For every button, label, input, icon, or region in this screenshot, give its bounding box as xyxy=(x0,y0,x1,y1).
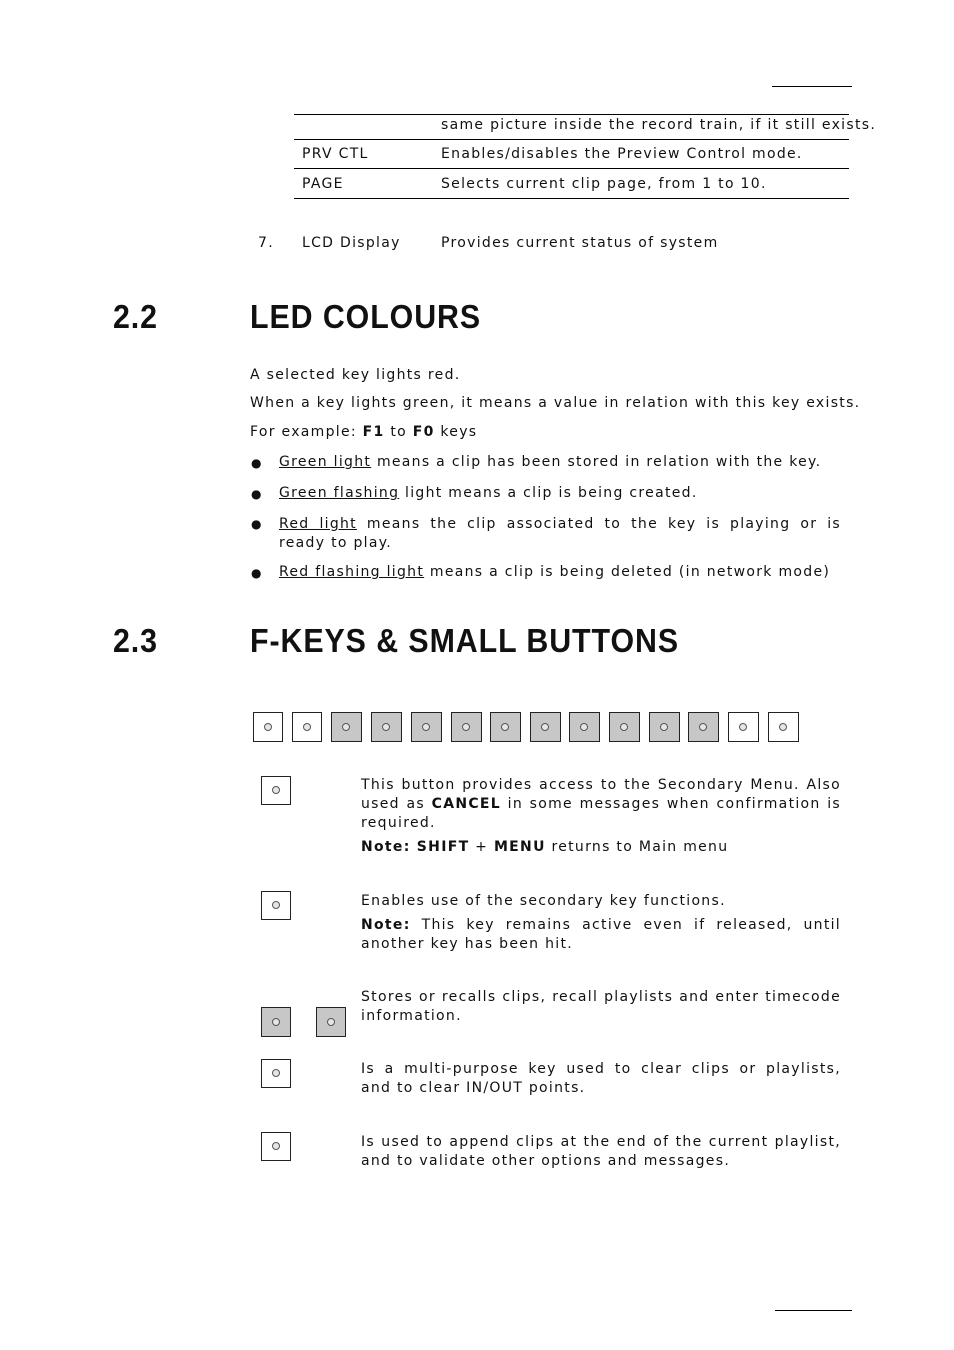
table-cell-desc: same picture inside the record train, if it still exists. xyxy=(441,117,877,133)
table-rule xyxy=(294,139,849,140)
enter-key-button[interactable] xyxy=(768,712,799,742)
section-title: LED COLOURS xyxy=(250,298,482,335)
paragraph: When a key lights green, it means a value in relation with this key exists. xyxy=(250,395,861,411)
description-text: Is used to append clips at the end of the current playlist, and to validate other options and messages. xyxy=(361,1134,841,1169)
bullet-icon: ● xyxy=(251,487,263,501)
section-number: 2.2 xyxy=(113,298,158,335)
bullet-term: Red flashing light xyxy=(279,564,425,580)
f-key-button[interactable] xyxy=(411,712,442,742)
paragraph: A selected key lights red. xyxy=(250,367,461,383)
text: returns to Main menu xyxy=(545,839,729,855)
f-key-button[interactable] xyxy=(490,712,521,742)
text: keys xyxy=(434,424,478,440)
bullet-item xyxy=(279,515,841,553)
item-description: Provides current status of system xyxy=(441,235,719,251)
led-icon xyxy=(462,723,470,731)
shift-key-description xyxy=(361,892,841,954)
table-cell-key: PAGE xyxy=(302,176,344,192)
led-icon xyxy=(303,723,311,731)
bullet-item xyxy=(279,564,830,580)
bullet-icon: ● xyxy=(251,517,263,531)
item-number: 7. xyxy=(258,235,274,251)
clear-key-description xyxy=(361,1060,841,1098)
led-icon xyxy=(580,723,588,731)
clear-key-button[interactable] xyxy=(728,712,759,742)
bullet-term: Green light xyxy=(279,454,372,470)
f-key-button[interactable] xyxy=(649,712,680,742)
bullet-text: light means a clip is being created. xyxy=(399,485,698,501)
led-icon xyxy=(699,723,707,731)
key-name: F0 xyxy=(412,424,435,440)
f-key-button[interactable] xyxy=(261,1007,291,1037)
f-key-button[interactable] xyxy=(609,712,640,742)
header-rule xyxy=(772,86,852,87)
text: This button provides access to the Secondary Menu. Also used as xyxy=(361,777,841,812)
led-icon xyxy=(382,723,390,731)
f-key-button[interactable] xyxy=(451,712,482,742)
shift-key-button[interactable] xyxy=(292,712,322,742)
led-icon xyxy=(422,723,430,731)
bullet-text: means the clip associated to the key is playing or is ready to play. xyxy=(279,516,841,551)
table-cell-desc: Selects current clip page, from 1 to 10. xyxy=(441,176,767,192)
bullet-term: Green flashing xyxy=(279,485,400,501)
shift-key-button[interactable] xyxy=(261,891,291,920)
f-keys-description xyxy=(361,988,841,1026)
bullet-text: means a clip is being deleted (in network mode) xyxy=(424,564,831,580)
table-rule xyxy=(294,114,849,115)
text: For example: xyxy=(250,424,363,440)
menu-key-button[interactable] xyxy=(261,776,291,805)
table-rule xyxy=(294,198,849,199)
key-name: MENU xyxy=(493,839,546,855)
text: This key remains active even if released, until another key has been hit. xyxy=(361,917,841,952)
description-text: Is a multi-purpose key used to clear clips or playlists, and to clear IN/OUT points. xyxy=(361,1061,841,1096)
menu-key-description xyxy=(361,776,841,857)
section-number: 2.3 xyxy=(113,622,158,659)
f-key-button[interactable] xyxy=(688,712,719,742)
led-icon xyxy=(327,1018,335,1026)
note xyxy=(361,916,841,954)
bullet-text: means a clip has been stored in relation with the key. xyxy=(371,454,822,470)
bullet-item xyxy=(279,485,698,501)
enter-key-description xyxy=(361,1133,841,1171)
description-text xyxy=(361,776,841,833)
f-key-button[interactable] xyxy=(331,712,362,742)
item-name: LCD Display xyxy=(302,235,401,251)
led-icon xyxy=(779,723,787,731)
led-icon xyxy=(264,723,272,731)
section-title: F-KEYS & SMALL BUTTONS xyxy=(250,622,679,659)
menu-key-button[interactable] xyxy=(253,712,283,742)
led-icon xyxy=(501,723,509,731)
bullet-item xyxy=(279,454,821,470)
led-icon xyxy=(272,1069,280,1077)
paragraph xyxy=(250,424,477,440)
bullet-icon: ● xyxy=(251,456,263,470)
led-icon xyxy=(272,786,280,794)
description-text: Enables use of the secondary key functions. xyxy=(361,893,726,909)
led-icon xyxy=(739,723,747,731)
led-icon xyxy=(541,723,549,731)
table-rule xyxy=(294,168,849,169)
f-key-button[interactable] xyxy=(569,712,600,742)
bullet-icon: ● xyxy=(251,566,263,580)
f-key-button[interactable] xyxy=(371,712,402,742)
text: + xyxy=(469,839,494,855)
table-cell-desc: Enables/disables the Preview Control mode. xyxy=(441,146,803,162)
note-label: Note: SHIFT xyxy=(361,839,470,855)
led-icon xyxy=(272,901,280,909)
key-name: F1 xyxy=(362,424,385,440)
led-icon xyxy=(620,723,628,731)
f-key-button[interactable] xyxy=(316,1007,346,1037)
led-icon xyxy=(342,723,350,731)
note-label: Note: xyxy=(361,917,411,933)
table-cell-key: PRV CTL xyxy=(302,146,369,162)
text: to xyxy=(384,424,413,440)
bullet-term: Red light xyxy=(279,516,357,532)
footer-rule xyxy=(775,1310,852,1311)
led-icon xyxy=(660,723,668,731)
clear-key-button[interactable] xyxy=(261,1059,291,1088)
text: in some messages when confirmation is required. xyxy=(361,796,842,831)
led-icon xyxy=(272,1018,280,1026)
note xyxy=(361,838,841,857)
enter-key-button[interactable] xyxy=(261,1132,291,1161)
description-text: Stores or recalls clips, recall playlists and enter timecode information. xyxy=(361,989,841,1024)
f-key-button[interactable] xyxy=(530,712,561,742)
key-name: CANCEL xyxy=(431,796,502,812)
led-icon xyxy=(272,1142,280,1150)
